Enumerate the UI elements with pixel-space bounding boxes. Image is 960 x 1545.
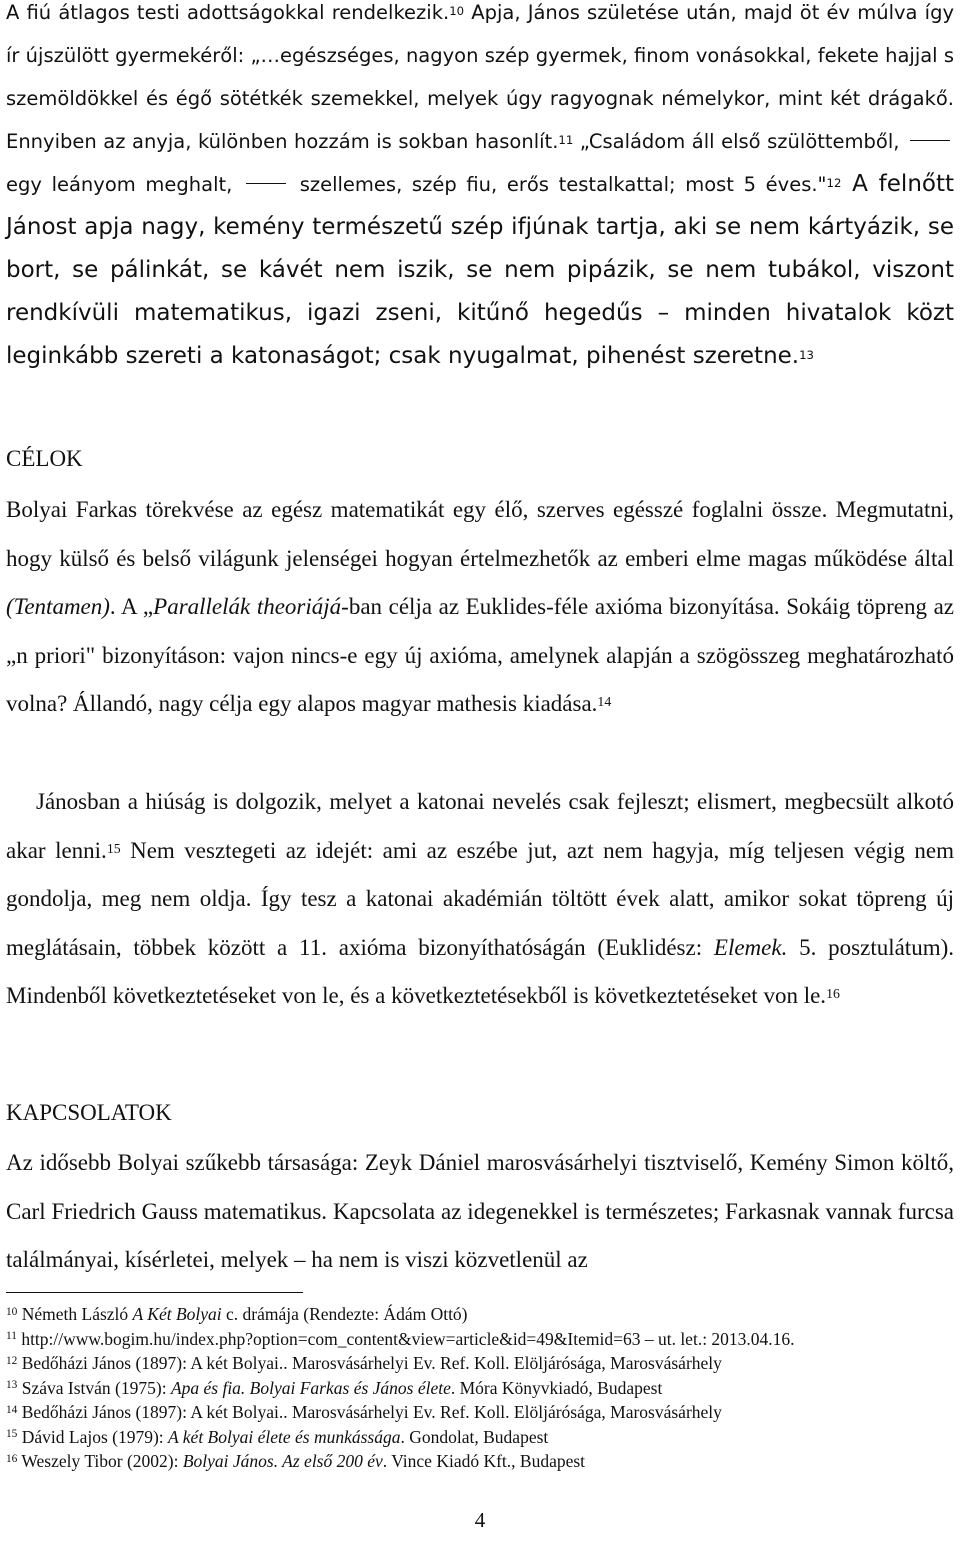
footnote-number: 15 [6,1428,18,1441]
footnote-number: 12 [6,1354,18,1367]
footnote-item: $^{10}$ Németh László A Két Bolyai c. drámája (Rendezte: Ádám Ottó) [6,1304,468,1324]
footnote-ref-12: 12 [826,175,842,190]
paragraph-connections: Az idősebb Bolyai szűkebb társasága: Zeyk Dániel marosvásárhelyi tisztviselő, Kemény Simon költő, Carl Friedrich Gauss matematikus. Kapcsolata az idegenekkel is természetes; Farkasnak vannak furcsa találmányai, kísérletei, melyek – ha nem is viszi közvetlenül az [6,1150,954,1272]
long-dash [910,140,950,141]
footnote-item: $^{15}$ Dávid Lajos (1979): A két Bolyai élete és munkássága. Gondolat, Budapest [6,1426,549,1447]
footnote-ref-16: 16 [826,986,840,1002]
footnote-number: 11 [6,1330,17,1343]
footnote-number: 13 [6,1379,18,1392]
footnote-number: 10 [6,1305,18,1318]
footnote-ref-14: 14 [597,694,612,710]
footnote-item: $^{14}$ Bedőházi János (1897): A két Bolyai.. Marosvásárhelyi Ev. Ref. Koll. Elöljárósága, Marosvásárhely [6,1402,722,1422]
footnote-ref-15: 15 [106,840,121,856]
footnote-ref-11: 11 [558,132,574,147]
paragraph-janos: Jánosban a hiúság is dolgozik, melyet a katonai nevelés csak fejleszt; elismert, megbecsült alkotó akar lenni.$^{15}$ Nem vesztegeti az idejét: ami az eszébe jut, azt nem hagyja, míg teljesen végig nem gondolja, meg nem oldja. Így tesz a katonai akadémián töltött évek alatt, amikor sokat töpreng új meglátásain, többek között a 11. axióma bizonyíthatóságán (Euklidész: Elemek. 5. posztulátum). Mindenből következtetéseket von le, és a következtetésekből is következtetéseket von le.$^{16}$ [6,789,954,1008]
footnote-separator [6,1292,303,1293]
paragraph-goals: Bolyai Farkas törekvése az egész matematikát egy élő, szerves egésszé foglalni össze. Megmutatni, hogy külső és belső világunk jelenségei hogyan értelmezhetők az emberi elme magas működése által (Tentamen). A „Parallelák theoriájá-ban célja az Euklides-féle axióma bizonyítása. Sokáig töpreng az „n priori" bizonyításon: vajon nincs-e egy új axióma, amelynek alapján a szögösszeg meghatározható volna? Állandó, nagy célja egy alapos magyar mathesis kiadása.$^{14}$ [6,497,954,716]
footnote-item: $^{13}$ Száva István (1975): Apa és fia. Bolyai Farkas és János élete. Móra Könyvkiadó, Budapest [6,1377,663,1398]
heading-kapcsolatok: KAPCSOLATOK [6,1100,172,1125]
footnote-number: 14 [6,1403,18,1416]
footnote-item: $^{12}$ Bedőházi János (1897): A két Bolyai.. Marosvásárhelyi Ev. Ref. Koll. Elöljárósága, Marosvásárhely [6,1353,722,1373]
page-number: 4 [474,1508,486,1532]
footnote-number: 16 [6,1452,18,1465]
footnote-ref-13: 13 [799,347,814,362]
footnote-item: $^{16}$ Weszely Tibor (2002): Bolyai János. Az első 200 év. Vince Kiadó Kft., Budapest [6,1451,586,1471]
paragraph-physical-description: A fiú átlagos testi adottságokkal rendelkezik.$^{10}$ Apja, János születése után, majd öt év múlva így ír újszülött gyermekéről: „…egészséges, nagyon szép gyermek, finom vonásokkal, fekete hajjal s szemöldökkel és égő sötétkék szemekkel, melyek úgy ragyognak némelykor, mint két drágakő. Ennyiben az anyja, különben hozzám is sokban hasonlít.$^{11}$ „Családom áll első szülöttemből, egy leányom meghalt, szellemes, szép fiu, erős testalkattal; most 5 éves."$^{12}$ A felnőtt Jánost apja nagy, kemény természetű szép ifjúnak tartja, aki se nem kártyázik, se bort, se pálinkát, se kávét nem iszik, se nem pipázik, se nem tubákol, viszont rendkívüli matematikus, igazi zseni, kitűnő hegedűs – minden hivatalok közt leginkább szereti a katonaságot; csak nyugalmat, pihenést szeretne.$^{13}$ [6,1,955,369]
footnote-list [6,1302,954,1474]
footnote-ref-10: 10 [449,3,465,18]
heading-celok: CÉLOK [6,446,83,471]
footnote-item: $^{11}$ http://www.bogim.hu/index.php?option=com_content&view=article&id=49&Itemid=63 – ut. let.: 2013.04.16. [6,1328,795,1349]
long-dash [246,183,286,184]
